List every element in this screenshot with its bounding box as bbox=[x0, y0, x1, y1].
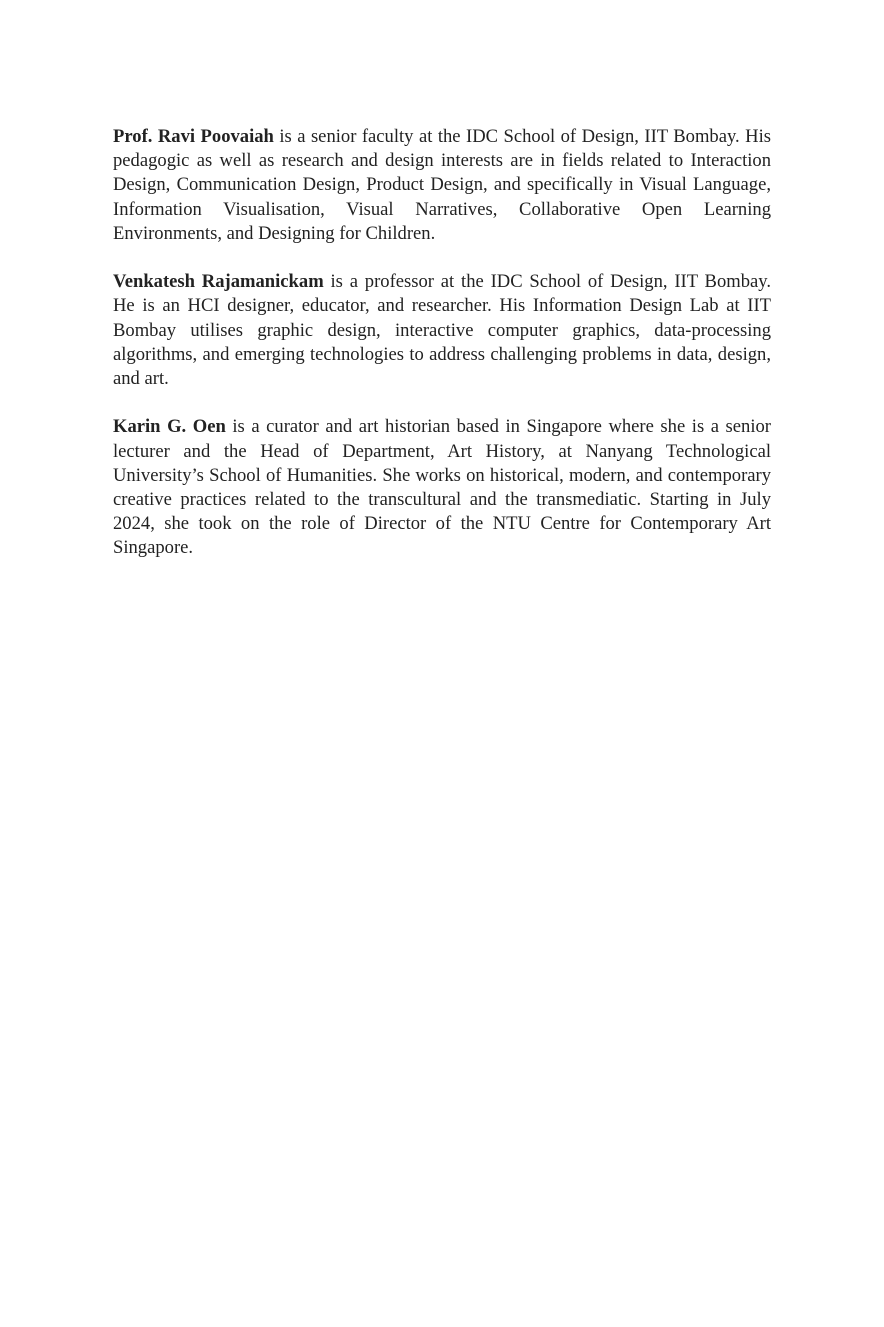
bio-text: is a professor at the IDC School of Design, IIT Bombay. He is an HCI designer, educator, and researcher. His Information Design Lab at IIT Bombay utilises graphic design, interactive computer graphics, data-processing algorithms, and emerging technologies to address challenging problems in data, design, and art. bbox=[113, 271, 772, 390]
contributor-bios bbox=[113, 125, 771, 585]
bio-text: is a curator and art historian based in Singapore where she is a senior lecturer and the Head of Department, Art History, at Nanyang Technological University’s School of Humanities. She works on historical, modern, and contemporary creative practices related to the transcultural and the transmediatic. Starting in July 2024, she took on the role of Director of the NTU Centre for Contemporary Art Singapore. bbox=[113, 416, 771, 559]
bio-name: Karin G. Oen bbox=[113, 416, 226, 438]
bio-karin-oen bbox=[113, 415, 771, 560]
bio-name: Venkatesh Rajamanickam bbox=[113, 271, 324, 293]
bio-name: Prof. Ravi Poovaiah bbox=[113, 126, 274, 147]
bio-ravi-poovaiah bbox=[113, 125, 771, 246]
bio-text: is a senior faculty at the IDC School of Design, IIT Bombay. His pedagogic as well as research and design interests are in fields related to Interaction Design, Communication Design, Product Design, and specifically in Visual Language, Information Visualisation, Visual Narratives, Collaborative Open Learning Environments, and Designing for Children. bbox=[113, 126, 771, 244]
bio-venkatesh-rajamanickam bbox=[113, 270, 771, 391]
